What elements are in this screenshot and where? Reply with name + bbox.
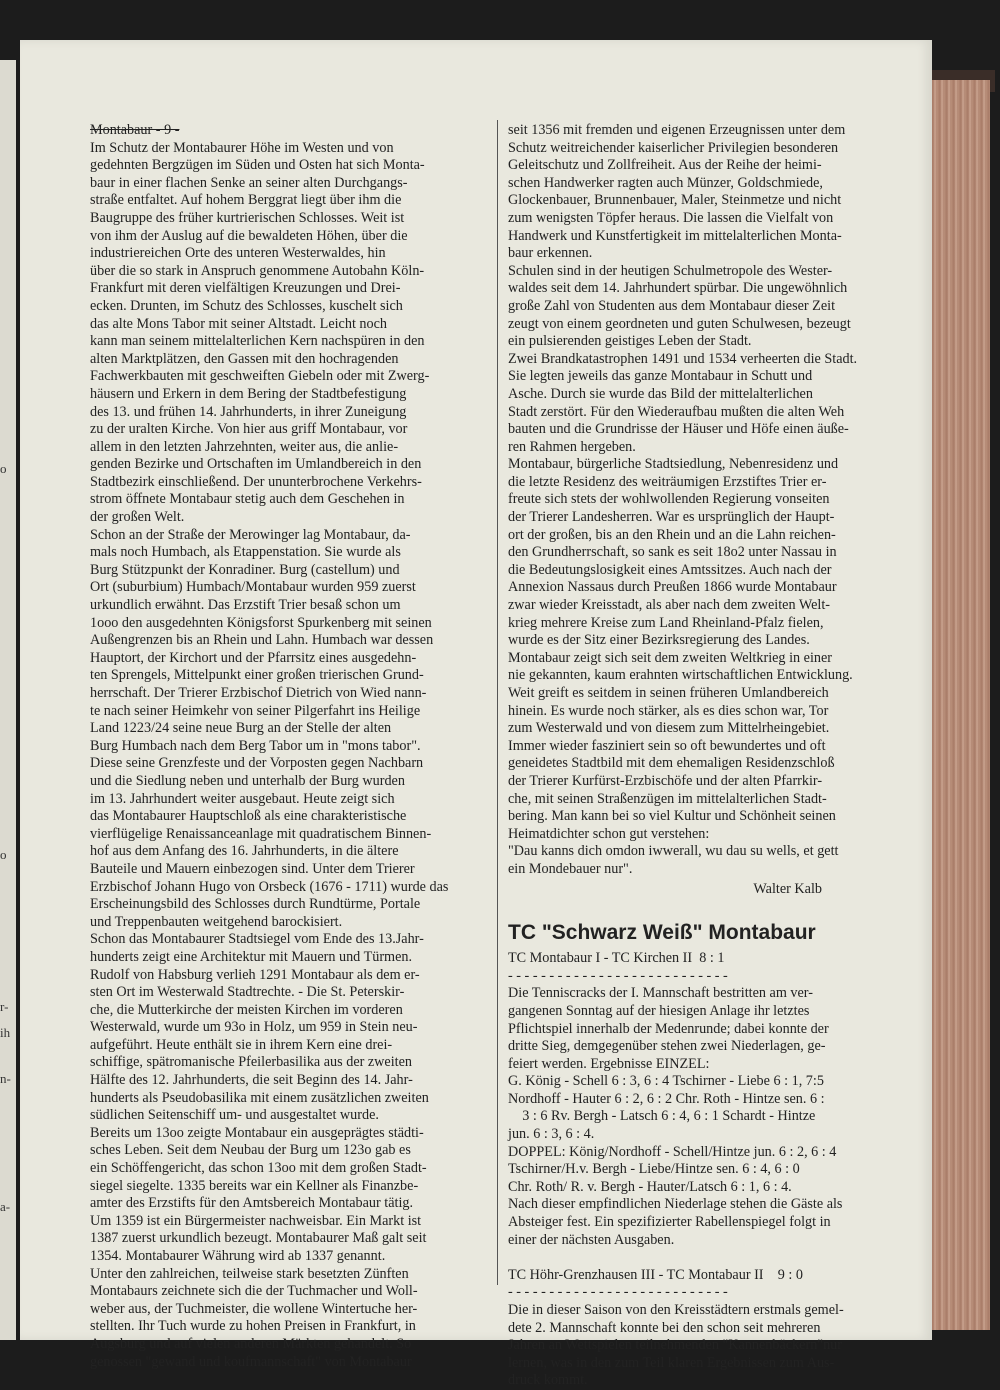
text-line: Die in dieser Saison von den Kreisstädtern erstmals gemel- [508, 1302, 844, 1318]
text-line: ein Schöffengericht, das schon 13oo mit dem großen Stadt- [90, 1160, 427, 1177]
text-line: Erzbischof Johann Hugo von Orsbeck (1676 - 1711) wurde das [90, 878, 449, 895]
text-line: che, mit seinen Straßenzügen im mittelalterlichen Stadt- [508, 790, 827, 807]
text-line: straße entfaltet. Auf hohem Berggrat liegt über ihm die [90, 192, 402, 209]
text-line: der großen Welt. [90, 509, 185, 526]
text-line: sten Ort im Westerwald Stadtrechte. - Die St. Peterskir- [90, 984, 405, 1001]
text-line: alten Marktplätzen, den Gassen mit den hochragenden [90, 350, 399, 367]
text-line: Handwerk und Kunstfertigkeit im mittelalterlichen Monta- [508, 227, 842, 244]
text-line: Nach dieser empfindlichen Niederlage stehen die Gäste als [508, 1196, 843, 1213]
text-line: Zwei Brandkatastrophen 1491 und 1534 verheerten die Stadt. [508, 350, 858, 367]
text-line: stellten. Ihr Tuch wurde zu hohen Preisen in Frankfurt, in [90, 1318, 416, 1335]
text-line: ort der großen, bis an den Rhein und an die Lahn reichen- [508, 526, 836, 543]
text-line: Schon das Montabaurer Stadtsiegel vom Ende des 13.Jahr- [90, 931, 424, 948]
text-line: Pflichtspiel innerhalb der Medenrunde; dabei konnte der [508, 1020, 829, 1037]
text-line: hinein. Es wurde noch stärker, als es dies schon war, Tor [508, 702, 829, 719]
text-line: ein pulsierenden geistiges Leben der Stadt. [508, 333, 752, 350]
text-line: druck kommt. [508, 1372, 588, 1389]
text-line: kann man seinem mittelalterlichen Kern nachspüren in den [90, 333, 425, 350]
text-line: große Zahl von Studenten aus dem Montabaur dieser Zeit [508, 297, 836, 314]
text-line: das alte Mons Tabor mit seiner Altstadt. Leicht noch [90, 315, 388, 332]
match-header: TC Montabaur I - TC Kirchen II 8 : 1 [508, 950, 725, 967]
margin-fragment: ih [0, 1025, 11, 1040]
right-column [508, 122, 892, 1390]
text-line: "Dau kanns dich omdon iwwerall, wu dau su wells, et gett [508, 843, 839, 860]
right-column-text [508, 122, 892, 879]
text-line: hof aus dem Anfang des 16. Jahrhunderts, in die ältere [90, 843, 399, 860]
text-line: nie gekannten, kaum erahnten wirtschaftlichen Entwicklung. [508, 667, 853, 684]
text-line: die letzte Residenz des weiträumigen Erzstiftes Trier er- [508, 473, 827, 490]
text-line: Burg Stützpunkt der Konradiner. Burg (castellum) und [90, 561, 400, 578]
text-line: Augsburg und auf vielen anderen Märkten gehandelt. So [90, 1335, 412, 1352]
text-line: Die Tenniscracks der I. Mannschaft bestritten am ver- [508, 985, 813, 1002]
text-line: Montabaur zeigt sich seit dem zweiten Weltkrieg in einer [508, 649, 833, 666]
author-signature: Walter Kalb [753, 880, 822, 897]
text-line: zum Westerwald und von diesem zum Mittelrheingebiet. [508, 720, 830, 737]
text-line: Frankfurt mit deren vielfältigen Kreuzungen und Drei- [90, 280, 401, 297]
column-divider [497, 120, 498, 1285]
text-line: ecken. Drunten, im Schutz des Schlosses, kuschelt sich [90, 297, 403, 314]
text-line: amter des Erzstifts für den Amtsbereich Montabaur tätig. [90, 1195, 414, 1212]
text-line: Im Schutz der Montabaurer Höhe im Westen und von [90, 139, 394, 156]
text-line: Um 1359 ist ein Bürgermeister nachweisbar. Ein Markt ist [90, 1212, 422, 1229]
text-line: industriereichen Orte des unteren Westerwaldes, hin [90, 245, 386, 262]
text-line: bauten und die Grundrisse der Häuser und Höfe einen äuße- [508, 421, 849, 438]
text-line: Geleitschutz und Zollfreiheit. Aus der Reihe der heimi- [508, 157, 822, 174]
text-line: ren Rahmen hergeben. [508, 438, 636, 455]
text-line: und Treppenbauten weitgehend barockisiert. [90, 913, 343, 930]
text-line: Baugruppe des früher kurtrierischen Schlosses. Weit ist [90, 209, 405, 226]
text-line: Westerwald, wurde um 93o in Holz, um 959 in Stein neu- [90, 1019, 418, 1036]
text-line: Bereits um 13oo zeigte Montabaur ein ausgeprägtes städti- [90, 1124, 424, 1141]
text-line: Schon an der Straße der Merowinger lag Montabaur, da- [90, 526, 411, 543]
text-line: von ihm der Auslug auf die bewaldeten Höhen, über die [90, 227, 408, 244]
text-line: und die Siedlung neben und unterhalb der Burg wurden [90, 772, 405, 789]
text-line: lernen, was in den zum Teil klaren Ergebnissen zum Aus- [508, 1354, 835, 1371]
text-line: Außengrenzen bis an Rhein und Lahn. Humbach war dessen [90, 632, 434, 649]
text-line: über die so stark in Anspruch genommene Autobahn Köln- [90, 262, 425, 279]
text-line: bering. Man kann bei so viel Kultur und Schönheit seinen [508, 808, 836, 825]
text-line: die Bedeutungslosigkeit eines Amtssitzes. Auch nach der [508, 561, 832, 578]
margin-fragment: o [0, 847, 7, 862]
text-line: genossen "gewand und koufmannschaft" von Montabaur [90, 1353, 412, 1370]
text-line: Schulen sind in der heutigen Schulmetropole des Wester- [508, 262, 833, 279]
text-line: zwar wieder Kreisstadt, als aber nach dem zweiten Welt- [508, 597, 831, 614]
text-line: den Grundherrschaft, so sank es seit 18o2 unter Nassau in [508, 544, 837, 561]
text-line: DOPPEL: König/Nordhoff - Schell/Hintze jun. 6 : 2, 6 : 4 [508, 1143, 837, 1160]
text-line: allem in den letzten Jahrzehnten, weiter aus, die anlie- [90, 438, 399, 455]
text-line: Burg Humbach nach dem Berg Tabor um in "mons tabor". [90, 737, 421, 754]
text-line: te nach seiner Heimkehr von seiner Pilgerfahrt ins Heilige [90, 702, 421, 719]
text-line: Sie legten jeweils das ganze Montabaur in Schutt und [508, 368, 813, 385]
text-line: mals noch Humbach, als Etappenstation. Sie wurde als [90, 544, 401, 561]
text-line: Rudolf von Habsburg verlieh 1291 Montabaur als dem er- [90, 966, 420, 983]
page-header: Montabaur - 9 - [90, 122, 180, 138]
text-line: krieg mehrere Kreise zum Land Rheinland-Pfalz fielen, [508, 614, 824, 631]
text-line: aufgeführt. Heute enthält sie in ihrem Kern eine drei- [90, 1036, 393, 1053]
text-line: Hälfte des 12. Jahrhunderts, die seit Beginn des 14. Jahr- [90, 1072, 413, 1089]
text-line: der Trierer Landesherren. War es ursprünglich der Haupt- [508, 509, 835, 526]
text-line: einer der nächsten Ausgaben. [508, 1231, 675, 1248]
text-line: Montabaur, bürgerliche Stadtsiedlung, Nebenresidenz und [508, 456, 839, 473]
previous-page-edge [0, 60, 16, 1340]
text-line: che, die Mutterkirche der meisten Kirchen im vorderen [90, 1001, 403, 1018]
text-line: im 13. Jahrhundert weiter ausgebaut. Heute zeigt sich [90, 790, 395, 807]
text-line: Asche. Durch sie wurde das Bild der mittelalterlichen [508, 385, 813, 402]
text-line: Jahren an Wettspielen teilnehmenden "Kannenbäckern"nur [508, 1337, 843, 1354]
text-line: Weit greift es seitdem in seinen früheren Umlandbereich [508, 685, 829, 701]
text-line: hunderts als Pseudobasilika mit einem zusätzlichen zweiten [90, 1089, 429, 1106]
text-line: dritte Sieg, demgegenüber stehen zwei Niederlagen, ge- [508, 1038, 826, 1055]
text-line: seit 1356 mit fremden und eigenen Erzeugnissen unter dem [508, 122, 846, 138]
text-line: weber aus, der Tuchmeister, die wollene Wintertuche her- [90, 1300, 418, 1317]
text-line: hunderts zeigt eine Architektur mit Mauern und Türmen. [90, 948, 413, 965]
text-line: feiert werden. Ergebnisse EINZEL: [508, 1055, 710, 1072]
text-line: urkundlich erwähnt. Das Erzstift Trier besaß schon um [90, 597, 401, 614]
text-line: Stadt zerstört. Für den Wiederaufbau mußten die alten Weh [508, 403, 845, 420]
text-line: das Montabaurer Hauptschloß als eine charakteristische [90, 808, 407, 825]
text-line: Fachwerkbauten mit geschweiften Giebeln oder mit Zwerg- [90, 368, 430, 385]
separator: - - - - - - - - - - - - - - - - - - - - - - - - - - - [508, 967, 728, 984]
text-line: 3 : 6 Rv. Bergh - Latsch 6 : 4, 6 : 1 Schardt - Hintze [508, 1108, 816, 1125]
text-line: gangenen Sonntag auf der hiesigen Anlage ihr letztes [508, 1002, 810, 1019]
text-line: strom öffnete Montabaur stetig auch dem Geschehen in [90, 491, 405, 508]
text-line: Nordhoff - Hauter 6 : 2, 6 : 2 Chr. Roth - Hintze sen. 6 : [508, 1090, 825, 1107]
text-line: dete 2. Mannschaft konnte bei den schon seit mehreren [508, 1319, 821, 1336]
text-line: vierflügelige Renaissanceanlage mit quadratischem Binnen- [90, 825, 432, 842]
text-line: schen Handwerker ragten auch Münzer, Goldschmiede, [508, 174, 823, 191]
text-line: geneidetes Stadtbild mit dem ehemaligen Residenzschloß [508, 755, 835, 772]
text-line: G. König - Schell 6 : 3, 6 : 4 Tschirner - Liebe 6 : 1, 7:5 [508, 1073, 824, 1090]
text-line: Land 1223/24 seine neue Burg an der Stelle der alten [90, 720, 392, 737]
text-line: 1ooo den ausgedehnten Königsforst Spurkenberg mit seinen [90, 614, 432, 631]
match-header: TC Höhr-Grenzhausen III - TC Montabaur II 9 : 0 [508, 1266, 803, 1283]
text-line: Tschirner/H.v. Bergh - Liebe/Hintze sen. 6 : 4, 6 : 0 [508, 1161, 800, 1178]
text-line: wurde es der Sitz einer Bezirksregierung des Landes. [508, 632, 810, 649]
text-line: Absteiger fest. Ein spezifizierter Rabellenspiegel folgt in [508, 1214, 831, 1231]
text-line: der Trierer Kurfürst-Erzbischöfe und der alten Pfarrkir- [508, 772, 823, 789]
text-line: siegel siegelte. 1335 bereits war ein Kellner als Finanzbe- [90, 1177, 419, 1194]
section-title: TC "Schwarz Weiß" Montabaur [508, 921, 816, 945]
text-line: sches Leben. Seit dem Neubau der Burg um 123o gab es [90, 1142, 411, 1159]
match-report [508, 1302, 892, 1390]
separator: - - - - - - - - - - - - - - - - - - - - - - - - - - - [508, 1284, 728, 1301]
text-line: herrschaft. Der Trierer Erzbischof Dietrich von Wied nann- [90, 685, 427, 701]
text-line: schiffige, spätromanische Pfeilerbasilika aus der zweiten [90, 1054, 412, 1071]
text-line: waldes seit dem 14. Jahrhundert spürbar. Die ungewöhnlich [508, 280, 848, 297]
text-line: häusern und Erkern in dem Bering der Stadtbefestigung [90, 385, 407, 402]
text-line: freute sich stets der wohlwollenden Regierung vonseiten [508, 491, 830, 508]
text-line: Schutz weitreichender kaiserlicher Privilegien besonderen [508, 139, 839, 156]
text-line: des 13. und frühen 14. Jahrhunderts, in ihrer Zuneigung [90, 403, 407, 420]
match-report [508, 985, 892, 1249]
margin-fragment: n- [0, 1071, 11, 1086]
text-line: 1387 zuerst urkundlich bezeugt. Montabaurer Maß galt seit [90, 1230, 427, 1247]
text-line: Chr. Roth/ R. v. Bergh - Hauter/Latsch 6 : 1, 6 : 4. [508, 1178, 792, 1195]
text-line: Annexion Nassaus durch Preußen 1866 wurde Montabaur [508, 579, 837, 596]
text-line: Immer wieder fasziniert sein so oft bewundertes und oft [508, 737, 826, 754]
text-line: gedehnten Bergzügen im Süden und Osten hat sich Monta- [90, 157, 425, 174]
text-line: jun. 6 : 3, 6 : 4. [508, 1126, 595, 1143]
text-line: Montabaurs zeichnete sich die der Tuchmacher und Woll- [90, 1283, 418, 1300]
text-line: Ort (suburbium) Humbach/Montabaur wurden 959 zuerst [90, 579, 416, 596]
text-line: südlichen Seitenschiff um- und ausgestaltet wurde. [90, 1107, 379, 1124]
text-line: ten Sprengels, Mittelpunkt einer großen trierischen Grund- [90, 667, 424, 684]
text-line: baur in einer flachen Senke an seiner alten Durchgangs- [90, 174, 408, 191]
book-page-edges [930, 80, 990, 1330]
margin-fragment: a- [0, 1199, 11, 1214]
text-line: Diese seine Grenzfeste und der Vorposten gegen Nachbarn [90, 755, 424, 772]
text-line: Stadtbezirk einschließend. Der ununterbrochene Verkehrs- [90, 473, 422, 490]
text-line: Bauteile und Mauern einbezogen sind. Unter dem Trierer [90, 860, 415, 877]
text-line: Heimatdichter schon gut verstehen: [508, 825, 710, 842]
text-line: Glockenbauer, Brunnenbauer, Maler, Steinmetze und nicht [508, 192, 842, 209]
text-line: ein Mondebauer nur". [508, 860, 633, 877]
text-line: 1354. Montabaurer Währung wird ab 1337 genannt. [90, 1248, 386, 1264]
text-line: Erscheinungsbild des Schlosses durch Rundtürme, Portale [90, 896, 421, 913]
margin-fragment: o [0, 461, 7, 476]
text-line: Hauptort, der Kirchort und der Pfarrsitz eines ausgedehn- [90, 649, 417, 666]
text-line: zeugt von einem geordneten und guten Schulwesen, bezeugt [508, 315, 851, 332]
text-line: zu der uralten Kirche. Von hier aus griff Montabaur, vor [90, 421, 408, 438]
text-line: genden Bezirke und Ortschaften im Umlandbereich in den [90, 456, 422, 473]
text-line: baur erkennen. [508, 245, 593, 262]
margin-fragment: r- [0, 999, 9, 1014]
left-column-text [90, 140, 490, 1372]
text-line: zum wenigsten Töpfer heraus. Die lassen die Vielfalt von [508, 209, 834, 226]
text-line: Unter den zahlreichen, teilweise stark besetzten Zünften [90, 1265, 409, 1282]
left-column [90, 122, 490, 1371]
